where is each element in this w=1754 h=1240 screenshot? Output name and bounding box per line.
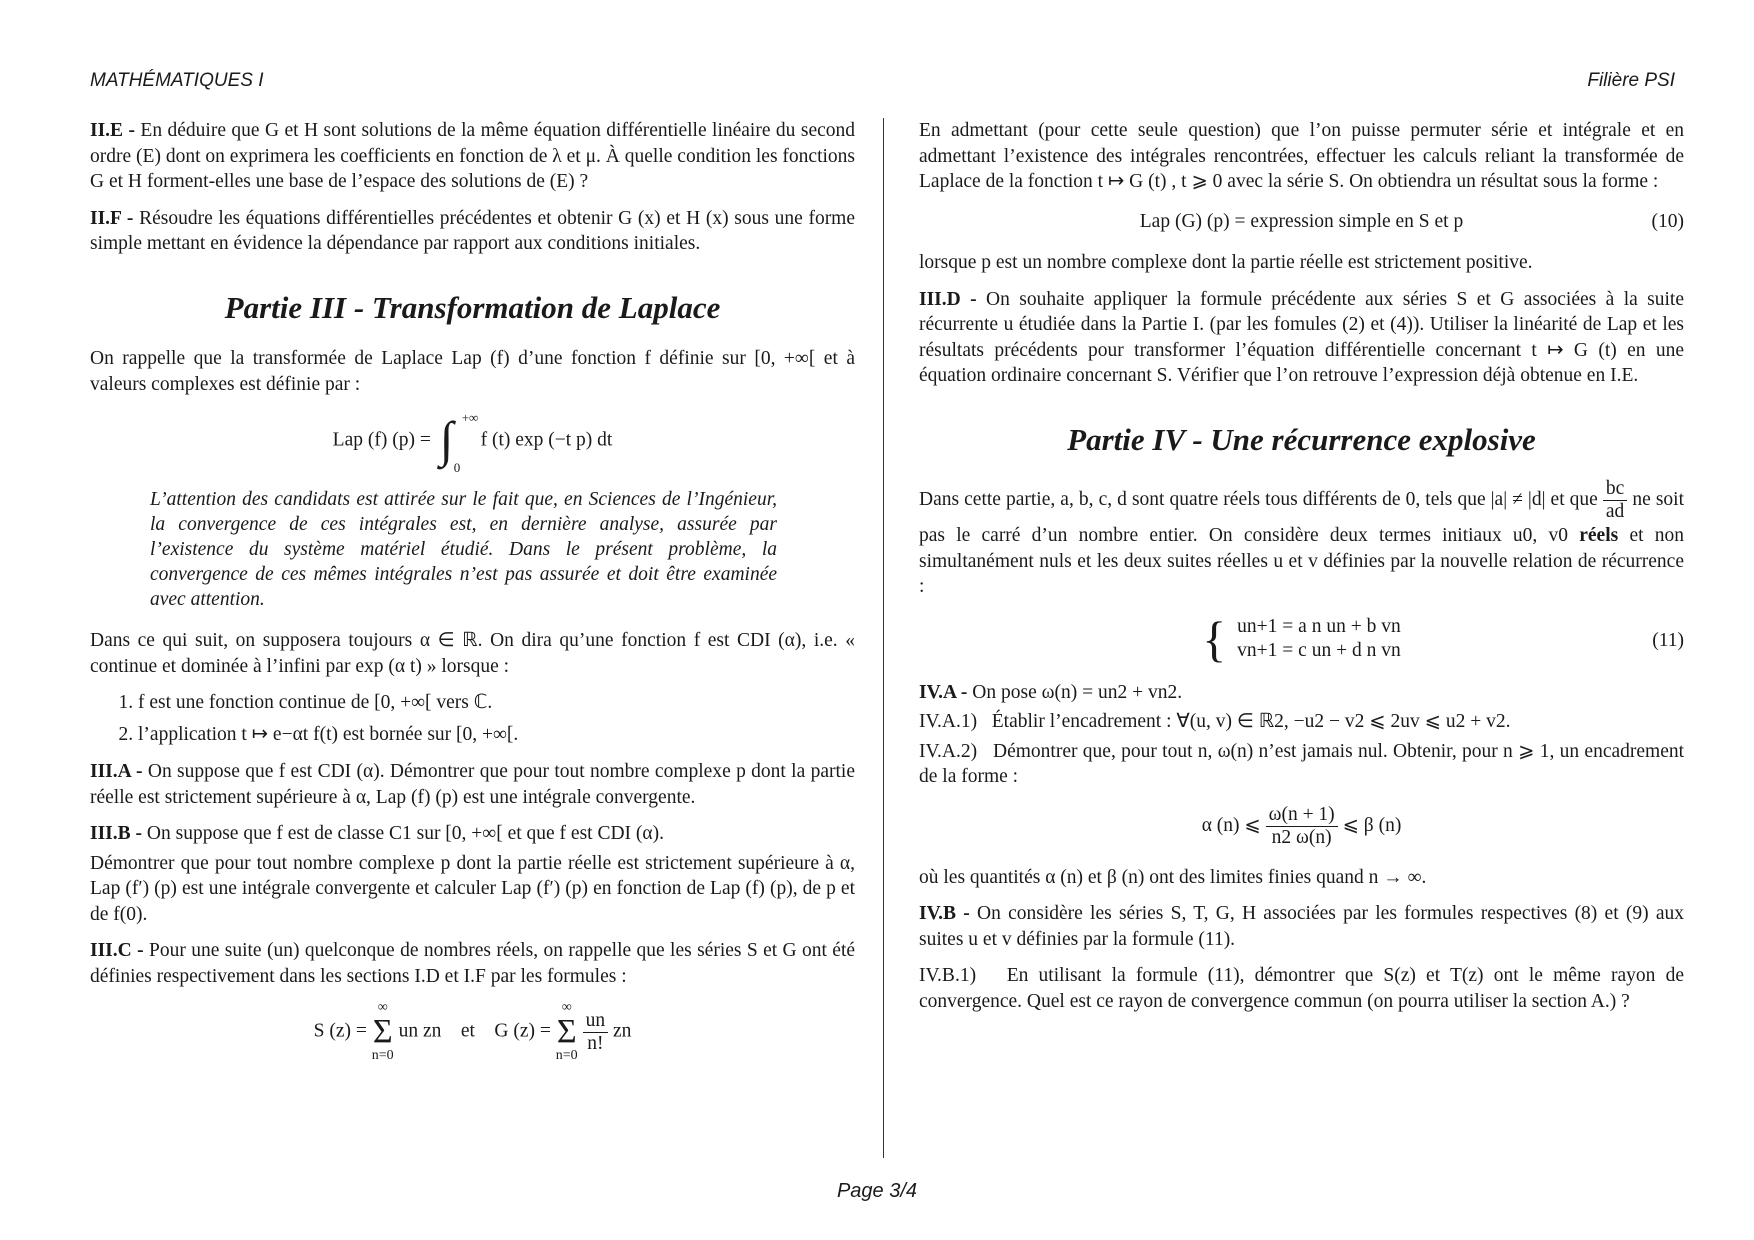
question-text: Pour une suite (un) quelconque de nombres réels, on rappelle que les séries S et G ont été définies respectivement dans les sections I.D et I.F par les formules : [90,940,856,987]
question-IVA2 [919,739,1684,790]
question-label: IV.A - [919,681,968,703]
question-text: Établir l’encadrement : ∀(u, v) ∈ ℝ2, −u2 − v2 ⩽ 2uv ⩽ u2 + v2. [991,711,1511,732]
question-IVA1 [919,709,1684,735]
fraction-numerator: bc [1603,478,1627,501]
sum-lower: n=0 [555,1048,578,1063]
equation-10 [919,209,1684,235]
question-text: On suppose que f est CDI (α). Démontrer que pour tout nombre complexe p dont la partie réelle est strictement supérieure à α, Lap (f) (p) est une intégrale convergente. [90,761,855,808]
question-text: En déduire que G et H sont solutions de la même équation différentielle linéaire du second ordre (E) dont on exprimera les coefficients en fonction de λ et μ. À quelle condition les fonctions G et H forment-elles une base de l’espace des solutions de (E) ? [90,120,855,192]
series-separator: et [460,1020,475,1042]
series-g-tail: zn [612,1020,632,1042]
equation-number: (10) [1651,210,1684,232]
equation-number: (11) [1652,629,1684,651]
series-s-lhs: S (z) = [313,1020,367,1042]
bc-over-ad-fraction [1603,478,1627,523]
question-label: IV.A.1) [919,711,978,732]
sum-upper: ∞ [561,1000,572,1015]
left-column [90,118,855,1079]
ratio-bound-equation [919,804,1684,849]
after-ratio: où les quantités α (n) et β (n) ont des limites finies quand n → ∞. [919,866,1427,888]
question-IVA [919,680,1684,706]
question-IVB1 [919,963,1684,1014]
cdi-conditions-list [90,690,855,747]
laplace-definition-equation [90,410,855,475]
series-g-lhs: G (z) = [494,1020,551,1042]
attention-note: L’attention des candidats est attirée sur le fait que, en Sciences de l’Ingénieur, la convergence de ces intégrales est, en dernière analyse, assurée par l’existence du système matériel étudié. Dans le présent problème, la convergence de ces mêmes intégrales n’est pas assurée et doit être examinée avec attention. [150,489,777,610]
fraction-numerator: un [583,1010,609,1033]
cdi-definition: Dans ce qui suit, on supposera toujours α ∈ ℝ. On dira qu’une fonction f est CDI (α), i.e. « continue et dominée à l’infini par exp (α t) » lorsque : [90,630,855,677]
question-text: On suppose que f est de classe C1 sur [0, +∞[ et que f est CDI (α). [146,823,664,844]
laplace-intro: On rappelle que la transformée de Laplace Lap (f) d’une fonction f définie sur [0, +∞[ et à valeurs complexes est définie par : [90,348,855,395]
question-text: Démontrer que, pour tout n, ω(n) n’est jamais nul. Obtenir, pour n ⩾ 1, un encadrement de la forme : [919,740,1685,787]
intro-text: ne soit pas le carré d’un nombre entier. On considère deux termes initiaux u0, v0 [919,488,1684,546]
after-equation-10: lorsque p est un nombre complexe dont la partie réelle est strictement positive. [919,252,1533,273]
emphasis-reels: réels [1579,525,1619,546]
fraction-denominator: n2 ω(n) [1271,826,1332,848]
equation-rhs: f (t) exp (−t p) dt [480,429,613,451]
fraction-denominator: n! [587,1032,604,1054]
header-track: Filière PSI [1587,70,1675,91]
question-text: On considère les séries S, T, G, H associées par les formules respectives (8) et (9) aux suites u et v définies par la formule (11). [919,903,1684,950]
integral-sign: ∫ +∞ 0 [436,411,476,471]
question-IIIB-continued: Démontrer que pour tout nombre complexe p dont la partie réelle est strictement supérieure à α, Lap (f′) (p) est une intégrale convergente et calculer Lap (f′) (p) en fonction de Lap (f) (p), de p et de f(0). [90,852,855,925]
intro-text: Dans cette partie, a, b, c, d sont quatre réels tous différents de 0, tels que |a| ≠ |d| et que [919,488,1598,510]
integral-lower-bound: 0 [453,460,461,475]
question-label: II.E - [90,120,135,141]
question-IIIC [90,938,855,989]
question-label: III.B - [90,823,143,844]
question-text: En utilisant la formule (11), démontrer que S(z) et T(z) ont le même rayon de convergence. Quel est ce rayon de convergence commun (on pourra utiliser la section A.) ? [919,965,1685,1012]
part-3-title: Partie III - Transformation de Laplace [224,289,721,325]
system-brace: { [1202,610,1227,667]
integral-upper-bound: +∞ [461,410,479,425]
question-label: IV.A.2) [919,740,978,762]
sum-upper: ∞ [377,1000,388,1015]
question-text: Résoudre les équations différentielles précédentes et obtenir G (x) et H (x) sous une forme simple mettant en évidence la dépendance par rapport aux conditions initiales. [90,207,856,254]
question-IVB [919,901,1684,952]
part-4-title: Partie IV - Une récurrence explosive [1067,421,1536,457]
question-label: IV.B - [919,903,970,924]
list-item: 2. l’application t ↦ e−αt f(t) est bornée sur [0, +∞[. [138,722,855,748]
question-IIIA [90,759,855,810]
sum-lower: n=0 [371,1048,394,1063]
series-definition-equation [90,1001,855,1063]
question-IIE [90,118,855,195]
right-column [919,118,1684,1025]
ratio-right: ⩽ β (n) [1342,814,1402,836]
recurrence-system [1237,615,1401,663]
question-label: IV.B.1) [919,965,977,986]
question-IIIB [90,821,855,847]
ratio-left: α (n) ⩽ [1201,814,1261,836]
question-label: III.C - [90,940,144,961]
question-label: II.F - [90,207,134,229]
list-item: 1. f est une fonction continue de [0, +∞[ vers ℂ. [138,690,855,716]
series-s-term: un zn [398,1020,442,1042]
fraction-denominator: ad [1605,501,1625,522]
ratio-fraction [1266,804,1338,849]
sum-sign: ∞ Σ n=0 [555,1000,578,1063]
question-label: III.D - [919,288,977,310]
question-IIF [90,206,855,257]
recurrence-line-u: un+1 = a n un + b vn [1237,615,1401,637]
recurrence-line-v: vn+1 = c un + d n vn [1237,639,1401,661]
series-g-fraction [583,1010,609,1055]
question-text: On souhaite appliquer la formule précédente aux séries S et G associées à la suite récurrente u étudiée dans la Partie I. (par les fomules (2) et (4)). Utiliser la linéarité de Lap et les résultats précédents pour transformer l’équation différentielle concernant t ↦ G (t) en une équation ordinaire concernant S. Vérifier que l’on retrouve l’expression déjà obtenue en I.E. [919,288,1685,386]
question-text: On pose ω(n) = un2 + vn2. [972,681,1183,703]
equation-text: Lap (G) (p) = expression simple en S et p [1139,210,1464,232]
part-4-intro [919,478,1684,600]
intro-text: et non simultanément nuls et les deux suites réelles u et v définies par la nouvelle relation de récurrence : [919,525,1684,597]
continuation-text: En admettant (pour cette seule question) que l’on puisse permuter série et intégrale et en admettant l’existence des intégrales rencontrées, effectuer les calculs reliant la transformée de Laplace de la fonction t ↦ G (t) , t ⩾ 0 avec la série S. On obtiendra un résultat sous la forme : [919,120,1684,192]
equation-lhs: Lap (f) (p) = [332,429,431,451]
column-divider [883,118,884,1158]
sum-sign: ∞ Σ n=0 [371,1000,394,1063]
question-IIID [919,287,1684,389]
fraction-numerator: ω(n + 1) [1266,804,1338,827]
page-number: Page 3/4 [836,1180,918,1202]
equation-11 [919,610,1684,667]
header-subject: MATHÉMATIQUES I [90,70,264,91]
question-label: III.A - [90,761,143,782]
